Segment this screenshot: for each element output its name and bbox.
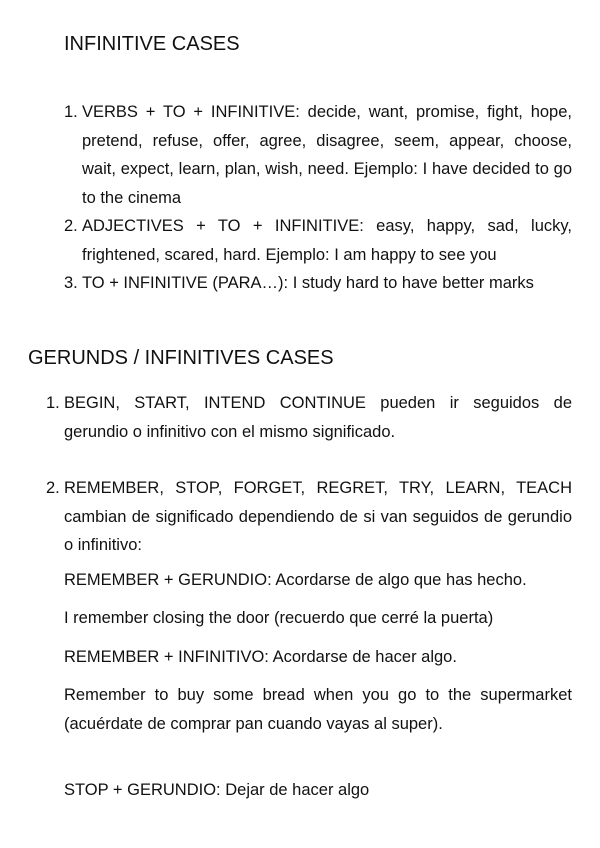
paragraph-remember-gerund-example: I remember closing the door (recuerdo que cerré la puerta) bbox=[64, 609, 494, 627]
list-item-text: BEGIN, START, INTEND CONTINUE pueden ir seguidos de gerundio o infinitivo con el mismo significado. bbox=[64, 394, 572, 441]
list-item-number: 1. bbox=[46, 394, 60, 412]
section-title-gerunds-infinitives-cases: GERUNDS / INFINITIVES CASES bbox=[28, 347, 334, 369]
paragraph-stop-gerund: STOP + GERUNDIO: Dejar de hacer algo bbox=[64, 781, 370, 799]
list-item-text: VERBS + TO + INFINITIVE: decide, want, promise, fight, hope, pretend, refuse, offer, agree, disagree, seem, appear, choose, wait, expect, learn, plan, wish, need. Ejemplo: I have decided to go to the cinema bbox=[82, 103, 572, 207]
list-item bbox=[64, 212, 572, 269]
infinitive-cases-list bbox=[64, 98, 572, 298]
list-item-number: 1. bbox=[64, 103, 78, 121]
list-item bbox=[46, 389, 572, 446]
list-item-text: ADJECTIVES + TO + INFINITIVE: easy, happy, sad, lucky, frightened, scared, hard. Ejemplo: I am happy to see you bbox=[82, 217, 572, 264]
paragraph-remember-gerund: REMEMBER + GERUNDIO: Acordarse de algo que has hecho. bbox=[64, 571, 527, 589]
list-item bbox=[64, 269, 572, 298]
list-item-number: 2. bbox=[46, 479, 60, 497]
paragraph-remember-infinitive: REMEMBER + INFINITIVO: Acordarse de hacer algo. bbox=[64, 648, 457, 666]
list-item bbox=[46, 474, 572, 560]
paragraph-remember-infinitive-example: Remember to buy some bread when you go to the supermarket (acuérdate de comprar pan cuando vayas al super). bbox=[64, 686, 572, 733]
gerunds-infinitives-list bbox=[46, 389, 572, 560]
list-item-number: 3. bbox=[64, 274, 78, 292]
list-item bbox=[64, 98, 572, 212]
list-item-number: 2. bbox=[64, 217, 78, 235]
section-title-infinitive-cases: INFINITIVE CASES bbox=[64, 33, 240, 55]
list-item-text: REMEMBER, STOP, FORGET, REGRET, TRY, LEARN, TEACH cambian de significado dependiendo de si van seguidos de gerundio o infinitivo: bbox=[64, 479, 572, 554]
list-item-text: TO + INFINITIVE (PARA…): I study hard to have better marks bbox=[82, 274, 534, 292]
